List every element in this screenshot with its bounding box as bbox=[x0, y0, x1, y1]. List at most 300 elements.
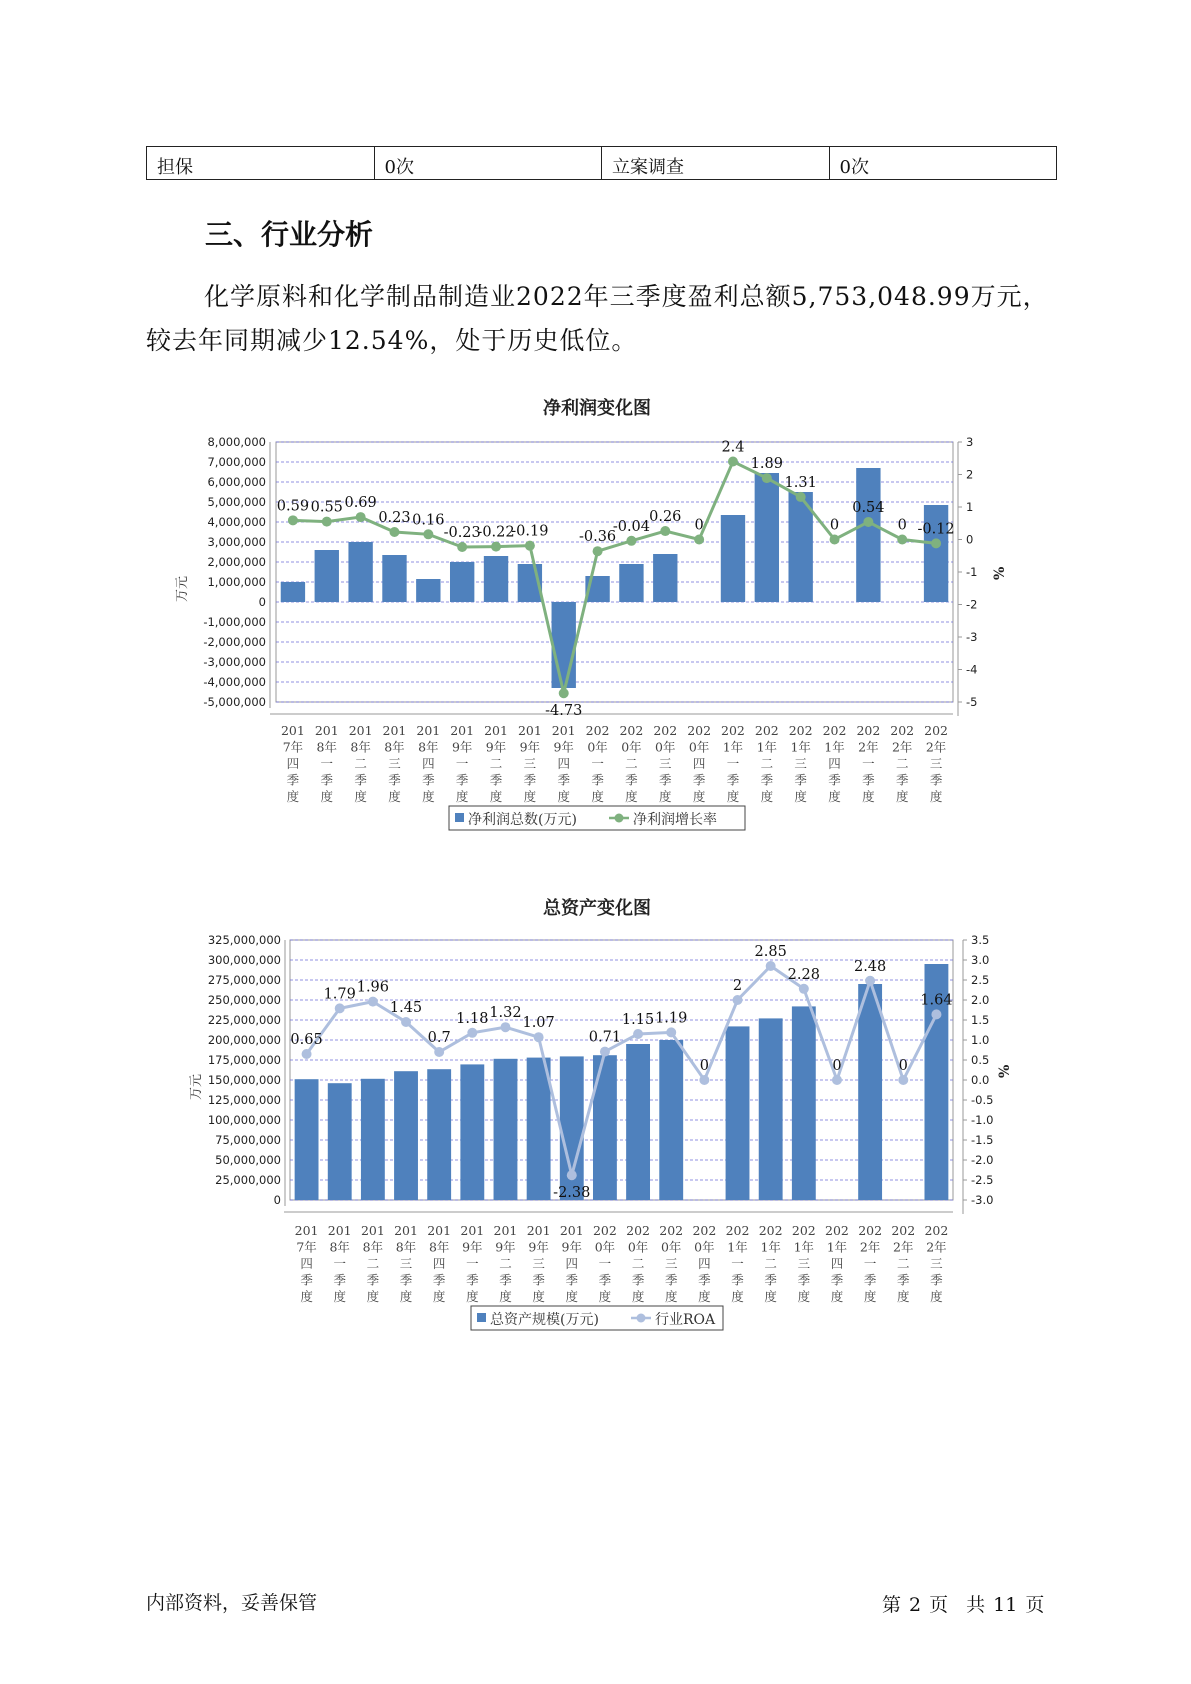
x-tick-label: 二 bbox=[625, 756, 638, 771]
y-left-axis-label: 万元 bbox=[175, 575, 190, 602]
y-left-tick-label: 75,000,000 bbox=[215, 1133, 281, 1147]
y-left-tick-label: 6,000,000 bbox=[207, 475, 266, 489]
y-right-tick-label: -0.5 bbox=[971, 1093, 994, 1107]
x-tick-label: 季 bbox=[366, 1272, 380, 1288]
bar bbox=[593, 1055, 617, 1200]
line-point bbox=[830, 535, 840, 545]
x-tick-label: 0年 bbox=[594, 1239, 616, 1255]
line-point bbox=[898, 1075, 908, 1085]
x-tick-label: 202 bbox=[592, 1223, 617, 1238]
line-point bbox=[567, 1170, 577, 1180]
x-tick-label: 二 bbox=[631, 1256, 645, 1271]
y-left-tick-label: 325,000,000 bbox=[207, 933, 281, 947]
x-tick-label: 四 bbox=[286, 756, 300, 771]
x-tick-label: 一 bbox=[731, 1256, 744, 1271]
legend-item-bar: 净利润总数(万元) bbox=[468, 812, 577, 828]
bar bbox=[382, 555, 406, 602]
x-tick-label: 季 bbox=[466, 1272, 479, 1288]
x-tick-label: 8年 bbox=[428, 1239, 450, 1255]
data-label: 0.7 bbox=[427, 1030, 451, 1046]
x-tick-label: 202 bbox=[822, 723, 847, 738]
y-right-tick-label: 0 bbox=[966, 532, 974, 547]
y-right-tick-label: -2.5 bbox=[971, 1173, 994, 1187]
x-tick-label: 季 bbox=[830, 1272, 844, 1288]
x-tick-label: 7年 bbox=[296, 1239, 317, 1255]
x-tick-label: 季 bbox=[897, 1272, 910, 1288]
total-assets-chart bbox=[0, 895, 1191, 1345]
x-tick-label: 度 bbox=[565, 1289, 579, 1304]
data-label: 1.32 bbox=[489, 1005, 522, 1022]
y-right-tick-label: -1.0 bbox=[971, 1113, 994, 1127]
bar bbox=[619, 564, 643, 602]
x-tick-label: 201 bbox=[484, 723, 508, 738]
page-label: 页 bbox=[1025, 1594, 1045, 1616]
x-tick-label: 201 bbox=[517, 723, 542, 738]
x-tick-label: 度 bbox=[489, 789, 503, 804]
x-tick-label: 季 bbox=[862, 772, 875, 788]
x-tick-label: 三 bbox=[659, 756, 672, 771]
x-tick-label: 度 bbox=[897, 1289, 910, 1304]
x-tick-label: 三 bbox=[929, 756, 943, 771]
y-left-tick-label: -5,000,000 bbox=[203, 695, 266, 709]
y-left-tick-label: 50,000,000 bbox=[215, 1153, 281, 1167]
y-right-axis-label: % bbox=[997, 1064, 1013, 1078]
x-tick-label: 9年 bbox=[528, 1239, 549, 1255]
x-tick-label: 度 bbox=[731, 1289, 744, 1304]
x-tick-label: 季 bbox=[698, 1272, 711, 1288]
x-tick-label: 三 bbox=[930, 1256, 943, 1271]
data-label: 1.64 bbox=[920, 992, 953, 1009]
info-table bbox=[146, 146, 1057, 180]
chart-title: 净利润变化图 bbox=[543, 398, 651, 419]
x-tick-label: 季 bbox=[354, 772, 367, 788]
x-tick-label: 一 bbox=[466, 1256, 479, 1271]
line-point bbox=[356, 512, 366, 522]
line-point bbox=[600, 1047, 610, 1057]
bar bbox=[450, 562, 474, 602]
x-tick-label: 201 bbox=[460, 1223, 485, 1238]
x-tick-label: 季 bbox=[929, 772, 943, 788]
y-left-tick-label: 125,000,000 bbox=[207, 1093, 281, 1107]
x-tick-label: 季 bbox=[532, 1272, 545, 1288]
x-tick-label: 度 bbox=[598, 1289, 612, 1304]
y-right-tick-label: 1.0 bbox=[971, 1033, 990, 1047]
x-tick-label: 度 bbox=[698, 1289, 711, 1304]
y-left-tick-label: -1,000,000 bbox=[203, 615, 266, 629]
x-tick-label: 201 bbox=[294, 1223, 319, 1238]
x-tick-label: 度 bbox=[659, 789, 672, 804]
legend-line-dot bbox=[615, 814, 624, 823]
data-label: 0.55 bbox=[310, 499, 343, 516]
line-point bbox=[666, 1027, 676, 1037]
x-tick-label: 度 bbox=[664, 1289, 678, 1304]
x-tick-label: 9年 bbox=[561, 1239, 583, 1255]
x-tick-label: 202 bbox=[791, 1223, 816, 1238]
x-tick-label: 三 bbox=[532, 1256, 545, 1271]
x-tick-label: 季 bbox=[828, 772, 841, 788]
x-tick-label: 201 bbox=[551, 723, 576, 738]
y-left-tick-label: 250,000,000 bbox=[207, 993, 281, 1007]
x-tick-label: 2年 bbox=[925, 739, 947, 755]
y-right-tick-label: 2.5 bbox=[971, 973, 990, 987]
x-tick-label: 202 bbox=[924, 1223, 949, 1238]
bar bbox=[295, 1079, 319, 1200]
x-tick-label: 季 bbox=[432, 1272, 446, 1288]
y-right-tick-label: 3.5 bbox=[971, 933, 990, 947]
x-tick-label: 季 bbox=[499, 1272, 512, 1288]
x-tick-label: 季 bbox=[794, 772, 807, 788]
x-tick-label: 二 bbox=[499, 1256, 512, 1271]
y-left-tick-label: 2,000,000 bbox=[207, 555, 266, 569]
line-point bbox=[335, 1003, 345, 1013]
line-point bbox=[733, 995, 743, 1005]
data-label: 0 bbox=[699, 1058, 709, 1074]
table-row bbox=[147, 147, 1057, 180]
x-tick-label: 2年 bbox=[926, 1239, 947, 1255]
y-right-tick-label: 0.0 bbox=[971, 1073, 990, 1087]
bar bbox=[427, 1069, 451, 1200]
legend-bar-swatch bbox=[455, 813, 464, 822]
x-tick-label: 季 bbox=[764, 1272, 777, 1288]
legend-item-line: 行业ROA bbox=[655, 1312, 716, 1328]
x-tick-label: 度 bbox=[830, 1289, 844, 1304]
legend-item-bar: 总资产规模(万元) bbox=[490, 1312, 599, 1328]
x-tick-label: 二 bbox=[354, 756, 367, 771]
line-point bbox=[500, 1022, 510, 1032]
y-right-tick-label: 1 bbox=[966, 500, 974, 514]
x-tick-label: 202 bbox=[890, 723, 915, 738]
x-tick-label: 季 bbox=[422, 772, 435, 788]
page-label: 页 bbox=[929, 1594, 949, 1616]
x-tick-label: 季 bbox=[557, 772, 570, 788]
data-label: -4.73 bbox=[545, 703, 583, 720]
page-total: 11 bbox=[993, 1594, 1018, 1616]
page-current: 2 bbox=[909, 1594, 922, 1616]
data-label: 1.07 bbox=[522, 1015, 555, 1032]
section-title: 三、行业分析 bbox=[205, 218, 374, 251]
bar bbox=[527, 1058, 551, 1200]
bar bbox=[792, 1006, 816, 1200]
x-tick-label: 季 bbox=[455, 772, 469, 788]
x-tick-label: 度 bbox=[797, 1289, 811, 1304]
line-point bbox=[633, 1029, 643, 1039]
line-point bbox=[832, 1075, 842, 1085]
x-tick-label: 二 bbox=[764, 1256, 777, 1271]
x-tick-label: 2年 bbox=[859, 1239, 881, 1255]
data-label: 0.69 bbox=[344, 495, 377, 512]
x-tick-label: 9年 bbox=[462, 1239, 483, 1255]
x-tick-label: 202 bbox=[721, 723, 745, 738]
footer-note: 内部资料，妥善保管 bbox=[146, 1592, 318, 1614]
y-left-tick-label: 275,000,000 bbox=[207, 973, 281, 987]
bar bbox=[653, 554, 677, 602]
line-point bbox=[559, 688, 569, 698]
x-tick-label: 2年 bbox=[891, 739, 913, 755]
x-tick-label: 8年 bbox=[384, 739, 405, 755]
x-tick-label: 季 bbox=[333, 1272, 346, 1288]
y-right-tick-label: 2 bbox=[966, 467, 974, 482]
data-label: 1.79 bbox=[323, 986, 356, 1003]
x-tick-label: 季 bbox=[930, 1272, 943, 1288]
x-tick-label: 季 bbox=[300, 1272, 313, 1288]
legend-line-dot bbox=[637, 1314, 646, 1323]
x-tick-label: 度 bbox=[862, 789, 875, 804]
y-right-tick-label: -5 bbox=[966, 695, 978, 709]
x-tick-label: 8年 bbox=[395, 1239, 417, 1255]
x-tick-label: 四 bbox=[300, 1256, 313, 1271]
data-label: 0 bbox=[832, 1058, 842, 1074]
x-tick-label: 四 bbox=[692, 756, 706, 771]
data-label: 2.48 bbox=[853, 958, 887, 975]
x-tick-label: 201 bbox=[280, 723, 305, 738]
line-point bbox=[389, 527, 399, 537]
x-tick-label: 季 bbox=[286, 772, 300, 788]
line-point bbox=[457, 542, 467, 552]
x-tick-label: 201 bbox=[427, 1223, 452, 1238]
x-tick-label: 0年 bbox=[694, 1239, 715, 1255]
x-tick-label: 1年 bbox=[826, 1239, 848, 1255]
line-point bbox=[728, 457, 738, 467]
x-tick-label: 季 bbox=[659, 772, 672, 788]
x-tick-label: 季 bbox=[797, 1272, 811, 1288]
x-tick-label: 季 bbox=[523, 772, 537, 788]
y-left-tick-label: 1,000,000 bbox=[207, 575, 266, 589]
y-left-tick-label: 300,000,000 bbox=[207, 953, 281, 967]
net-profit-chart bbox=[0, 395, 1191, 845]
x-tick-label: 季 bbox=[489, 772, 503, 788]
x-tick-label: 季 bbox=[399, 1272, 413, 1288]
data-label: 0 bbox=[694, 517, 704, 534]
x-tick-label: 202 bbox=[692, 1223, 717, 1238]
line-point bbox=[865, 976, 875, 986]
x-tick-label: 202 bbox=[659, 1223, 684, 1238]
data-label: 1.31 bbox=[784, 474, 817, 491]
x-tick-label: 二 bbox=[489, 756, 503, 771]
bar bbox=[626, 1044, 650, 1200]
y-left-tick-label: 5,000,000 bbox=[207, 495, 266, 509]
x-tick-label: 一 bbox=[726, 756, 740, 771]
x-tick-label: 0年 bbox=[627, 1239, 649, 1255]
y-left-tick-label: 0 bbox=[273, 1193, 281, 1207]
data-label: 0.65 bbox=[290, 1032, 323, 1048]
data-label: 0.23 bbox=[378, 510, 411, 527]
x-tick-label: 一 bbox=[455, 756, 469, 771]
x-tick-label: 8年 bbox=[418, 739, 439, 755]
x-tick-label: 1年 bbox=[793, 1239, 815, 1255]
line-point bbox=[863, 517, 873, 527]
data-label: 1.18 bbox=[456, 1010, 489, 1027]
table-cell: 0次 bbox=[374, 147, 602, 180]
y-right-tick-label: -2.0 bbox=[971, 1153, 994, 1167]
x-tick-label: 201 bbox=[314, 723, 339, 738]
x-tick-label: 1年 bbox=[722, 739, 744, 755]
page-label: 第 bbox=[882, 1594, 902, 1616]
line-point bbox=[525, 541, 535, 551]
plot-area bbox=[290, 940, 953, 1200]
x-tick-label: 度 bbox=[631, 1289, 645, 1304]
x-tick-label: 202 bbox=[825, 1223, 849, 1238]
y-right-tick-label: -1 bbox=[966, 565, 978, 579]
x-tick-label: 9年 bbox=[451, 739, 473, 755]
x-tick-label: 一 bbox=[320, 756, 334, 771]
x-tick-label: 8年 bbox=[350, 739, 371, 755]
x-tick-label: 四 bbox=[830, 1256, 844, 1271]
bar bbox=[281, 582, 305, 602]
x-tick-label: 201 bbox=[348, 723, 373, 738]
x-tick-label: 季 bbox=[625, 772, 638, 788]
x-tick-label: 2年 bbox=[858, 739, 879, 755]
x-tick-label: 0年 bbox=[621, 739, 642, 755]
x-tick-label: 0年 bbox=[688, 739, 710, 755]
x-tick-label: 一 bbox=[862, 756, 875, 771]
x-tick-label: 度 bbox=[760, 789, 774, 804]
table-cell: 担保 bbox=[147, 147, 375, 180]
x-tick-label: 9年 bbox=[519, 739, 541, 755]
data-label: 0 bbox=[898, 1058, 908, 1074]
x-tick-label: 度 bbox=[286, 789, 300, 804]
bar bbox=[361, 1079, 385, 1200]
x-tick-label: 0年 bbox=[660, 1239, 682, 1255]
bar bbox=[484, 556, 508, 602]
line-point bbox=[434, 1047, 444, 1057]
x-tick-label: 四 bbox=[828, 756, 841, 771]
x-tick-label: 度 bbox=[591, 789, 604, 804]
line-point bbox=[931, 538, 941, 548]
y-right-tick-label: 3 bbox=[966, 435, 974, 449]
bar bbox=[315, 550, 339, 602]
bar bbox=[394, 1071, 418, 1200]
data-label: 0 bbox=[897, 517, 907, 534]
bar bbox=[858, 984, 882, 1200]
y-left-axis-label: 万元 bbox=[189, 1073, 204, 1100]
line-point bbox=[626, 536, 636, 546]
bar bbox=[726, 1026, 750, 1200]
x-tick-label: 1年 bbox=[790, 739, 811, 755]
data-label: -0.19 bbox=[511, 523, 549, 540]
legend-bar-swatch bbox=[477, 1313, 486, 1322]
y-left-tick-label: 225,000,000 bbox=[207, 1013, 281, 1027]
line-point bbox=[368, 997, 378, 1007]
x-tick-label: 季 bbox=[631, 1272, 645, 1288]
x-tick-label: 四 bbox=[432, 1256, 446, 1271]
x-tick-label: 0年 bbox=[587, 739, 608, 755]
data-label: 0.59 bbox=[276, 498, 310, 515]
y-right-tick-label: -3.0 bbox=[971, 1193, 994, 1207]
line-point bbox=[467, 1028, 477, 1038]
x-tick-label: 二 bbox=[897, 1256, 910, 1271]
x-tick-label: 8年 bbox=[362, 1239, 384, 1255]
y-left-tick-label: -3,000,000 bbox=[203, 655, 266, 669]
x-tick-label: 度 bbox=[300, 1289, 313, 1304]
legend-item-line: 净利润增长率 bbox=[633, 812, 717, 828]
line-point bbox=[660, 526, 670, 536]
data-label: -0.04 bbox=[612, 518, 651, 535]
y-right-axis-label: % bbox=[992, 566, 1008, 580]
x-tick-label: 度 bbox=[388, 789, 401, 804]
x-tick-label: 度 bbox=[895, 789, 909, 804]
y-right-tick-label: 1.5 bbox=[971, 1013, 990, 1027]
x-tick-label: 1年 bbox=[756, 739, 778, 755]
x-tick-label: 三 bbox=[797, 1256, 811, 1271]
x-tick-label: 季 bbox=[565, 1272, 579, 1288]
x-tick-label: 季 bbox=[320, 772, 334, 788]
data-label: 0.26 bbox=[649, 509, 682, 526]
line-point bbox=[401, 1017, 411, 1027]
x-tick-label: 202 bbox=[924, 723, 949, 738]
x-tick-label: 四 bbox=[565, 1256, 579, 1271]
x-tick-label: 9年 bbox=[485, 739, 507, 755]
x-tick-label: 季 bbox=[863, 1272, 877, 1288]
bar bbox=[328, 1083, 352, 1200]
data-label: 2.4 bbox=[721, 439, 745, 456]
data-label: 1.96 bbox=[356, 979, 390, 996]
x-tick-label: 四 bbox=[698, 1256, 711, 1271]
x-tick-label: 季 bbox=[692, 772, 706, 788]
line-point bbox=[796, 492, 806, 502]
x-tick-label: 0年 bbox=[655, 739, 676, 755]
y-left-tick-label: 150,000,000 bbox=[207, 1073, 281, 1087]
bar bbox=[924, 505, 948, 602]
x-tick-label: 度 bbox=[354, 789, 367, 804]
y-right-tick-label: -3 bbox=[966, 630, 978, 644]
bar bbox=[552, 602, 576, 688]
y-left-tick-label: 7,000,000 bbox=[207, 455, 266, 469]
x-tick-label: 一 bbox=[591, 756, 604, 771]
y-left-tick-label: 0 bbox=[258, 595, 266, 609]
x-tick-label: 1年 bbox=[824, 739, 845, 755]
data-label: -0.22 bbox=[477, 524, 515, 541]
y-left-tick-label: -2,000,000 bbox=[203, 635, 266, 649]
y-left-tick-label: 200,000,000 bbox=[207, 1033, 281, 1047]
bar bbox=[416, 579, 440, 602]
x-tick-label: 二 bbox=[895, 756, 909, 771]
x-tick-label: 202 bbox=[725, 1223, 750, 1238]
body-paragraph: 化学原料和化学制品制造业2022年三季度盈利总额5,753,048.99万元，较去年同期减少12.54%，处于历史低位。 bbox=[146, 282, 1049, 355]
y-left-tick-label: 3,000,000 bbox=[207, 535, 266, 549]
bar bbox=[460, 1064, 484, 1200]
x-tick-label: 1年 bbox=[727, 1239, 748, 1255]
bar bbox=[759, 1018, 783, 1200]
chart-title: 总资产变化图 bbox=[543, 898, 651, 919]
x-tick-label: 度 bbox=[466, 1289, 479, 1304]
x-tick-label: 度 bbox=[692, 789, 706, 804]
x-tick-label: 度 bbox=[863, 1289, 877, 1304]
x-tick-label: 一 bbox=[598, 1256, 612, 1271]
page-label: 共 bbox=[966, 1594, 986, 1616]
data-label: -0.23 bbox=[443, 524, 481, 541]
x-tick-label: 季 bbox=[895, 772, 909, 788]
data-label: 0.54 bbox=[852, 499, 885, 516]
bar bbox=[348, 542, 372, 602]
x-tick-label: 202 bbox=[619, 723, 644, 738]
x-tick-label: 四 bbox=[422, 756, 435, 771]
x-tick-label: 度 bbox=[499, 1289, 512, 1304]
x-tick-label: 度 bbox=[930, 1289, 943, 1304]
data-label: 1.15 bbox=[621, 1012, 655, 1028]
x-tick-label: 202 bbox=[754, 723, 779, 738]
x-tick-label: 201 bbox=[416, 723, 441, 738]
line-point bbox=[762, 473, 772, 483]
x-tick-label: 201 bbox=[394, 1223, 418, 1238]
x-tick-label: 1年 bbox=[760, 1239, 781, 1255]
x-tick-label: 8年 bbox=[329, 1239, 350, 1255]
x-tick-label: 度 bbox=[432, 1289, 446, 1304]
x-tick-label: 四 bbox=[557, 756, 570, 771]
x-tick-label: 度 bbox=[333, 1289, 346, 1304]
x-tick-label: 一 bbox=[863, 1256, 877, 1271]
y-right-tick-label: -2 bbox=[966, 597, 978, 612]
data-label: -0.36 bbox=[578, 529, 617, 546]
